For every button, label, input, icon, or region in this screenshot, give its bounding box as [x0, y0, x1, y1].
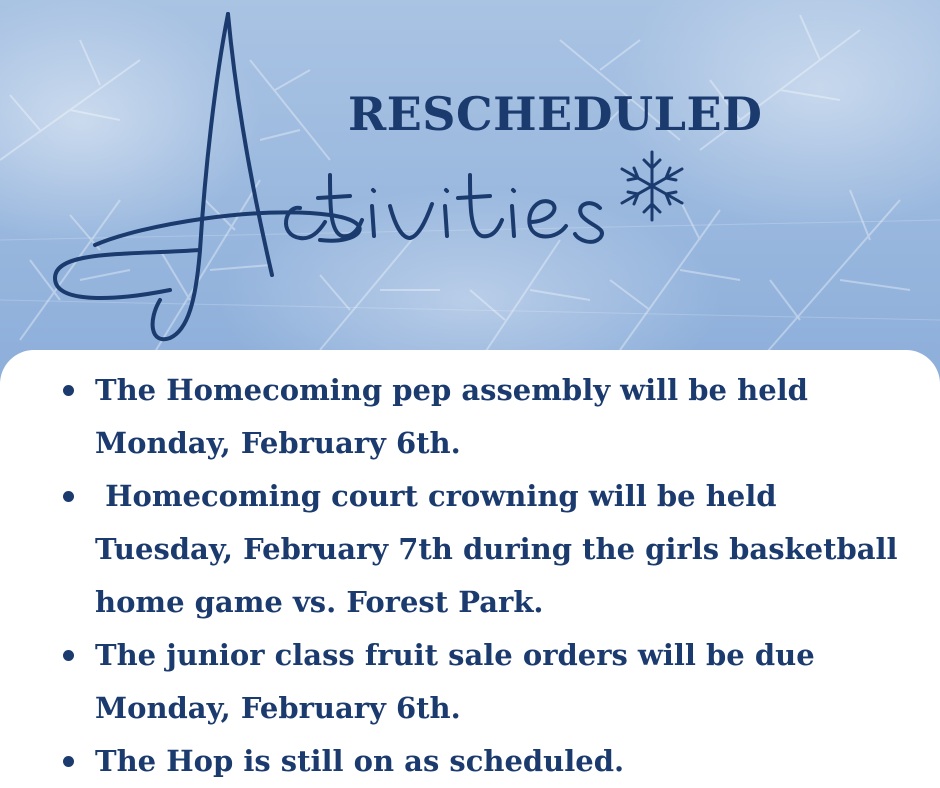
bullet-icon: [63, 756, 74, 767]
list-item-line: Monday, February 6th.: [95, 426, 461, 460]
list-item: [0, 470, 915, 629]
bullet-icon: [63, 650, 74, 661]
list-item-line: The Hop is still on as scheduled.: [95, 744, 625, 778]
activity-list: [0, 364, 940, 788]
list-item: [0, 364, 915, 470]
list-item: [0, 629, 915, 735]
list-item-line: The junior class fruit sale orders will be due: [95, 638, 815, 672]
list-item-line: The Homecoming pep assembly will be held: [95, 373, 808, 407]
bullet-icon: [63, 491, 74, 502]
title-artwork: [0, 0, 940, 360]
snowflake-icon: [622, 152, 682, 220]
list-item-line: Homecoming court crowning will be held: [95, 479, 777, 513]
list-item-line: Monday, February 6th.: [95, 691, 461, 725]
content-panel: [0, 350, 940, 788]
list-item-line: Tuesday, February 7th during the girls basketball: [95, 532, 898, 566]
list-item-line: home game vs. Forest Park.: [95, 585, 544, 619]
list-item: [0, 735, 915, 788]
title-rescheduled: RESCHEDULED: [348, 87, 763, 141]
bullet-icon: [63, 385, 74, 396]
